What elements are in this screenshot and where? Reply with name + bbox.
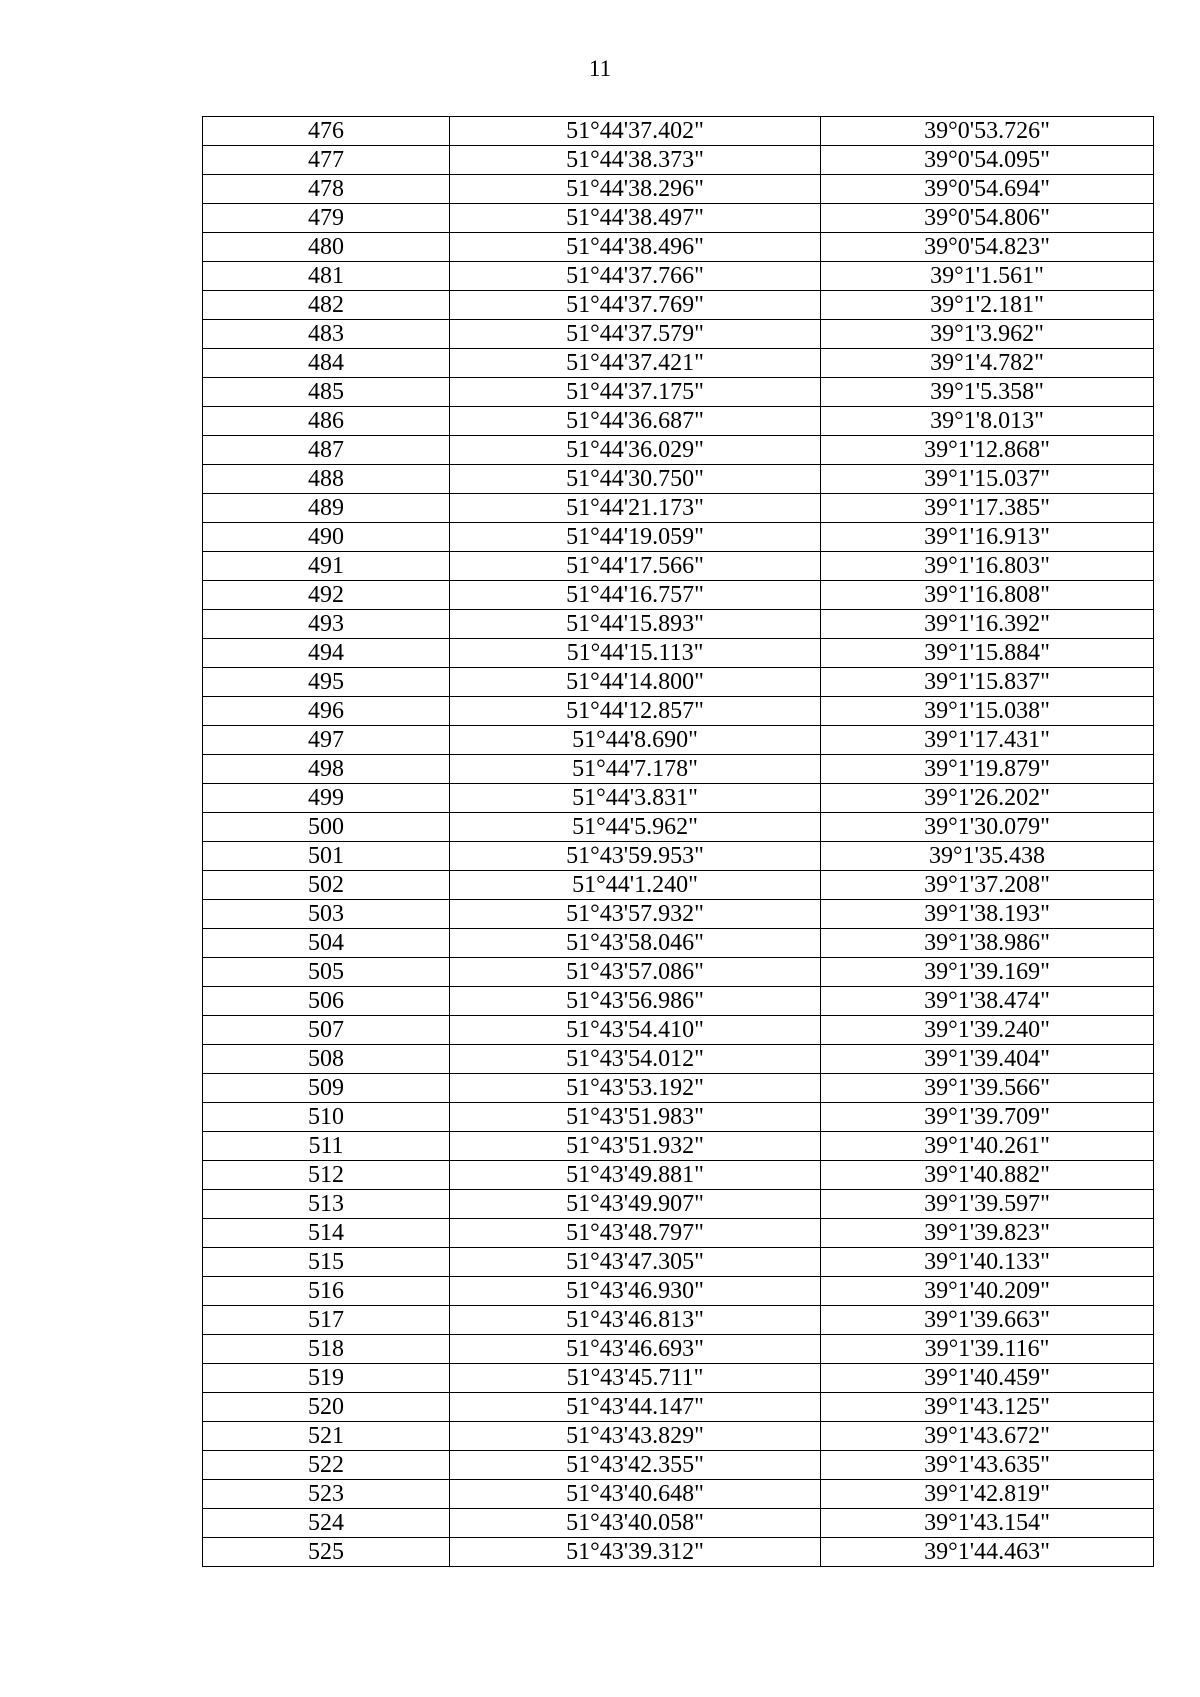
- longitude-cell: 39°1'4.782": [821, 349, 1154, 378]
- latitude-cell: 51°43'40.058": [450, 1509, 821, 1538]
- latitude-cell: 51°43'51.983": [450, 1103, 821, 1132]
- table-row: [203, 465, 1154, 494]
- latitude-cell: 51°43'42.355": [450, 1451, 821, 1480]
- latitude-cell: 51°44'36.029": [450, 436, 821, 465]
- longitude-cell: 39°1'40.882": [821, 1161, 1154, 1190]
- table-row: [203, 204, 1154, 233]
- longitude-cell: 39°1'43.635": [821, 1451, 1154, 1480]
- table-row: [203, 929, 1154, 958]
- page-number: 11: [588, 56, 612, 81]
- table-row: [203, 871, 1154, 900]
- table-row: [203, 1103, 1154, 1132]
- table-row: [203, 581, 1154, 610]
- table-row: [203, 378, 1154, 407]
- table-row: [203, 1248, 1154, 1277]
- latitude-cell: 51°44'37.421": [450, 349, 821, 378]
- table-row: [203, 726, 1154, 755]
- point-number-cell: 500: [203, 813, 450, 842]
- point-number-cell: 484: [203, 349, 450, 378]
- longitude-cell: 39°1'1.561": [821, 262, 1154, 291]
- point-number-cell: 482: [203, 291, 450, 320]
- longitude-cell: 39°1'3.962": [821, 320, 1154, 349]
- longitude-cell: 39°1'39.240": [821, 1016, 1154, 1045]
- point-number-cell: 481: [203, 262, 450, 291]
- point-number-cell: 489: [203, 494, 450, 523]
- point-number-cell: 525: [203, 1538, 450, 1567]
- latitude-cell: 51°43'49.907": [450, 1190, 821, 1219]
- table-row: [203, 958, 1154, 987]
- latitude-cell: 51°44'21.173": [450, 494, 821, 523]
- point-number-cell: 492: [203, 581, 450, 610]
- longitude-cell: 39°1'15.884": [821, 639, 1154, 668]
- latitude-cell: 51°44'37.402": [450, 117, 821, 146]
- point-number-cell: 478: [203, 175, 450, 204]
- point-number-cell: 505: [203, 958, 450, 987]
- latitude-cell: 51°43'47.305": [450, 1248, 821, 1277]
- longitude-cell: 39°1'37.208": [821, 871, 1154, 900]
- table-row: [203, 639, 1154, 668]
- point-number-cell: 522: [203, 1451, 450, 1480]
- table-row: [203, 1538, 1154, 1567]
- latitude-cell: 51°44'30.750": [450, 465, 821, 494]
- point-number-cell: 513: [203, 1190, 450, 1219]
- latitude-cell: 51°43'40.648": [450, 1480, 821, 1509]
- latitude-cell: 51°44'16.757": [450, 581, 821, 610]
- table-row: [203, 1016, 1154, 1045]
- point-number-cell: 508: [203, 1045, 450, 1074]
- point-number-cell: 494: [203, 639, 450, 668]
- longitude-cell: 39°1'15.038": [821, 697, 1154, 726]
- latitude-cell: 51°43'44.147": [450, 1393, 821, 1422]
- longitude-cell: 39°1'16.808": [821, 581, 1154, 610]
- point-number-cell: 493: [203, 610, 450, 639]
- point-number-cell: 523: [203, 1480, 450, 1509]
- table-row: [203, 1335, 1154, 1364]
- latitude-cell: 51°44'12.857": [450, 697, 821, 726]
- longitude-cell: 39°1'43.125": [821, 1393, 1154, 1422]
- table-row: [203, 1306, 1154, 1335]
- longitude-cell: 39°1'17.431": [821, 726, 1154, 755]
- latitude-cell: 51°44'37.175": [450, 378, 821, 407]
- latitude-cell: 51°44'38.497": [450, 204, 821, 233]
- longitude-cell: 39°1'39.709": [821, 1103, 1154, 1132]
- table-row: [203, 233, 1154, 262]
- longitude-cell: 39°1'39.823": [821, 1219, 1154, 1248]
- latitude-cell: 51°43'45.711": [450, 1364, 821, 1393]
- longitude-cell: 39°1'5.358": [821, 378, 1154, 407]
- longitude-cell: 39°1'43.154": [821, 1509, 1154, 1538]
- latitude-cell: 51°44'1.240": [450, 871, 821, 900]
- longitude-cell: 39°1'38.986": [821, 929, 1154, 958]
- table-row: [203, 1190, 1154, 1219]
- latitude-cell: 51°44'3.831": [450, 784, 821, 813]
- longitude-cell: 39°1'40.133": [821, 1248, 1154, 1277]
- point-number-cell: 524: [203, 1509, 450, 1538]
- latitude-cell: 51°43'49.881": [450, 1161, 821, 1190]
- table-row: [203, 1045, 1154, 1074]
- point-number-cell: 490: [203, 523, 450, 552]
- latitude-cell: 51°43'57.086": [450, 958, 821, 987]
- latitude-cell: 51°44'37.766": [450, 262, 821, 291]
- latitude-cell: 51°43'57.932": [450, 900, 821, 929]
- point-number-cell: 509: [203, 1074, 450, 1103]
- longitude-cell: 39°0'54.806": [821, 204, 1154, 233]
- longitude-cell: 39°1'39.566": [821, 1074, 1154, 1103]
- latitude-cell: 51°43'54.410": [450, 1016, 821, 1045]
- point-number-cell: 521: [203, 1422, 450, 1451]
- longitude-cell: 39°1'39.116": [821, 1335, 1154, 1364]
- table-row: [203, 146, 1154, 175]
- table-row: [203, 494, 1154, 523]
- point-number-cell: 511: [203, 1132, 450, 1161]
- latitude-cell: 51°43'51.932": [450, 1132, 821, 1161]
- point-number-cell: 517: [203, 1306, 450, 1335]
- latitude-cell: 51°43'46.693": [450, 1335, 821, 1364]
- longitude-cell: 39°1'16.913": [821, 523, 1154, 552]
- longitude-cell: 39°1'15.837": [821, 668, 1154, 697]
- point-number-cell: 497: [203, 726, 450, 755]
- point-number-cell: 516: [203, 1277, 450, 1306]
- table-row: [203, 552, 1154, 581]
- point-number-cell: 488: [203, 465, 450, 494]
- latitude-cell: 51°43'58.046": [450, 929, 821, 958]
- latitude-cell: 51°44'15.893": [450, 610, 821, 639]
- point-number-cell: 510: [203, 1103, 450, 1132]
- longitude-cell: 39°1'39.169": [821, 958, 1154, 987]
- longitude-cell: 39°1'19.879": [821, 755, 1154, 784]
- longitude-cell: 39°1'38.193": [821, 900, 1154, 929]
- point-number-cell: 503: [203, 900, 450, 929]
- point-number-cell: 520: [203, 1393, 450, 1422]
- latitude-cell: 51°44'8.690": [450, 726, 821, 755]
- point-number-cell: 506: [203, 987, 450, 1016]
- point-number-cell: 507: [203, 1016, 450, 1045]
- longitude-cell: 39°0'54.694": [821, 175, 1154, 204]
- table-row: [203, 175, 1154, 204]
- table-row: [203, 784, 1154, 813]
- table-row: [203, 117, 1154, 146]
- point-number-cell: 519: [203, 1364, 450, 1393]
- latitude-cell: 51°44'36.687": [450, 407, 821, 436]
- point-number-cell: 487: [203, 436, 450, 465]
- latitude-cell: 51°44'37.579": [450, 320, 821, 349]
- latitude-cell: 51°44'38.373": [450, 146, 821, 175]
- point-number-cell: 504: [203, 929, 450, 958]
- longitude-cell: 39°1'8.013": [821, 407, 1154, 436]
- longitude-cell: 39°1'39.597": [821, 1190, 1154, 1219]
- longitude-cell: 39°1'39.663": [821, 1306, 1154, 1335]
- point-number-cell: 486: [203, 407, 450, 436]
- point-number-cell: 499: [203, 784, 450, 813]
- point-number-cell: 495: [203, 668, 450, 697]
- longitude-cell: 39°1'12.868": [821, 436, 1154, 465]
- point-number-cell: 476: [203, 117, 450, 146]
- latitude-cell: 51°44'15.113": [450, 639, 821, 668]
- latitude-cell: 51°43'39.312": [450, 1538, 821, 1567]
- latitude-cell: 51°44'5.962": [450, 813, 821, 842]
- point-number-cell: 512: [203, 1161, 450, 1190]
- latitude-cell: 51°43'48.797": [450, 1219, 821, 1248]
- table-row: [203, 1451, 1154, 1480]
- point-number-cell: 483: [203, 320, 450, 349]
- longitude-cell: 39°1'17.385": [821, 494, 1154, 523]
- table-row: [203, 987, 1154, 1016]
- latitude-cell: 51°43'46.930": [450, 1277, 821, 1306]
- latitude-cell: 51°43'59.953": [450, 842, 821, 871]
- table-row: [203, 262, 1154, 291]
- point-number-cell: 480: [203, 233, 450, 262]
- latitude-cell: 51°44'37.769": [450, 291, 821, 320]
- longitude-cell: 39°1'2.181": [821, 291, 1154, 320]
- table-row: [203, 407, 1154, 436]
- longitude-cell: 39°1'39.404": [821, 1045, 1154, 1074]
- table-row: [203, 291, 1154, 320]
- table-row: [203, 1509, 1154, 1538]
- point-number-cell: 502: [203, 871, 450, 900]
- table-row: [203, 1074, 1154, 1103]
- table-row: [203, 900, 1154, 929]
- point-number-cell: 491: [203, 552, 450, 581]
- table-row: [203, 1422, 1154, 1451]
- table-row: [203, 523, 1154, 552]
- longitude-cell: 39°0'54.095": [821, 146, 1154, 175]
- point-number-cell: 501: [203, 842, 450, 871]
- table-row: [203, 755, 1154, 784]
- table-row: [203, 1161, 1154, 1190]
- latitude-cell: 51°44'17.566": [450, 552, 821, 581]
- table-row: [203, 610, 1154, 639]
- latitude-cell: 51°44'19.059": [450, 523, 821, 552]
- table-row: [203, 349, 1154, 378]
- coordinates-table: [202, 116, 1154, 1567]
- longitude-cell: 39°1'40.459": [821, 1364, 1154, 1393]
- longitude-cell: 39°1'30.079": [821, 813, 1154, 842]
- table-row: [203, 1480, 1154, 1509]
- longitude-cell: 39°1'16.392": [821, 610, 1154, 639]
- table-row: [203, 842, 1154, 871]
- longitude-cell: 39°1'43.672": [821, 1422, 1154, 1451]
- longitude-cell: 39°0'54.823": [821, 233, 1154, 262]
- latitude-cell: 51°44'14.800": [450, 668, 821, 697]
- table-row: [203, 1219, 1154, 1248]
- latitude-cell: 51°43'43.829": [450, 1422, 821, 1451]
- point-number-cell: 477: [203, 146, 450, 175]
- table-row: [203, 436, 1154, 465]
- latitude-cell: 51°43'54.012": [450, 1045, 821, 1074]
- longitude-cell: 39°1'15.037": [821, 465, 1154, 494]
- longitude-cell: 39°0'53.726": [821, 117, 1154, 146]
- table-row: [203, 1277, 1154, 1306]
- latitude-cell: 51°44'7.178": [450, 755, 821, 784]
- table-row: [203, 1132, 1154, 1161]
- longitude-cell: 39°1'35.438: [821, 842, 1154, 871]
- coordinates-table-body: [203, 117, 1154, 1567]
- longitude-cell: 39°1'26.202": [821, 784, 1154, 813]
- latitude-cell: 51°44'38.496": [450, 233, 821, 262]
- point-number-cell: 514: [203, 1219, 450, 1248]
- point-number-cell: 496: [203, 697, 450, 726]
- longitude-cell: 39°1'40.261": [821, 1132, 1154, 1161]
- longitude-cell: 39°1'38.474": [821, 987, 1154, 1016]
- longitude-cell: 39°1'40.209": [821, 1277, 1154, 1306]
- table-row: [203, 1393, 1154, 1422]
- table-row: [203, 668, 1154, 697]
- latitude-cell: 51°43'56.986": [450, 987, 821, 1016]
- point-number-cell: 498: [203, 755, 450, 784]
- latitude-cell: 51°44'38.296": [450, 175, 821, 204]
- table-row: [203, 813, 1154, 842]
- latitude-cell: 51°43'46.813": [450, 1306, 821, 1335]
- longitude-cell: 39°1'44.463": [821, 1538, 1154, 1567]
- longitude-cell: 39°1'42.819": [821, 1480, 1154, 1509]
- table-row: [203, 1364, 1154, 1393]
- point-number-cell: 479: [203, 204, 450, 233]
- table-row: [203, 320, 1154, 349]
- point-number-cell: 518: [203, 1335, 450, 1364]
- longitude-cell: 39°1'16.803": [821, 552, 1154, 581]
- table-row: [203, 697, 1154, 726]
- point-number-cell: 515: [203, 1248, 450, 1277]
- latitude-cell: 51°43'53.192": [450, 1074, 821, 1103]
- point-number-cell: 485: [203, 378, 450, 407]
